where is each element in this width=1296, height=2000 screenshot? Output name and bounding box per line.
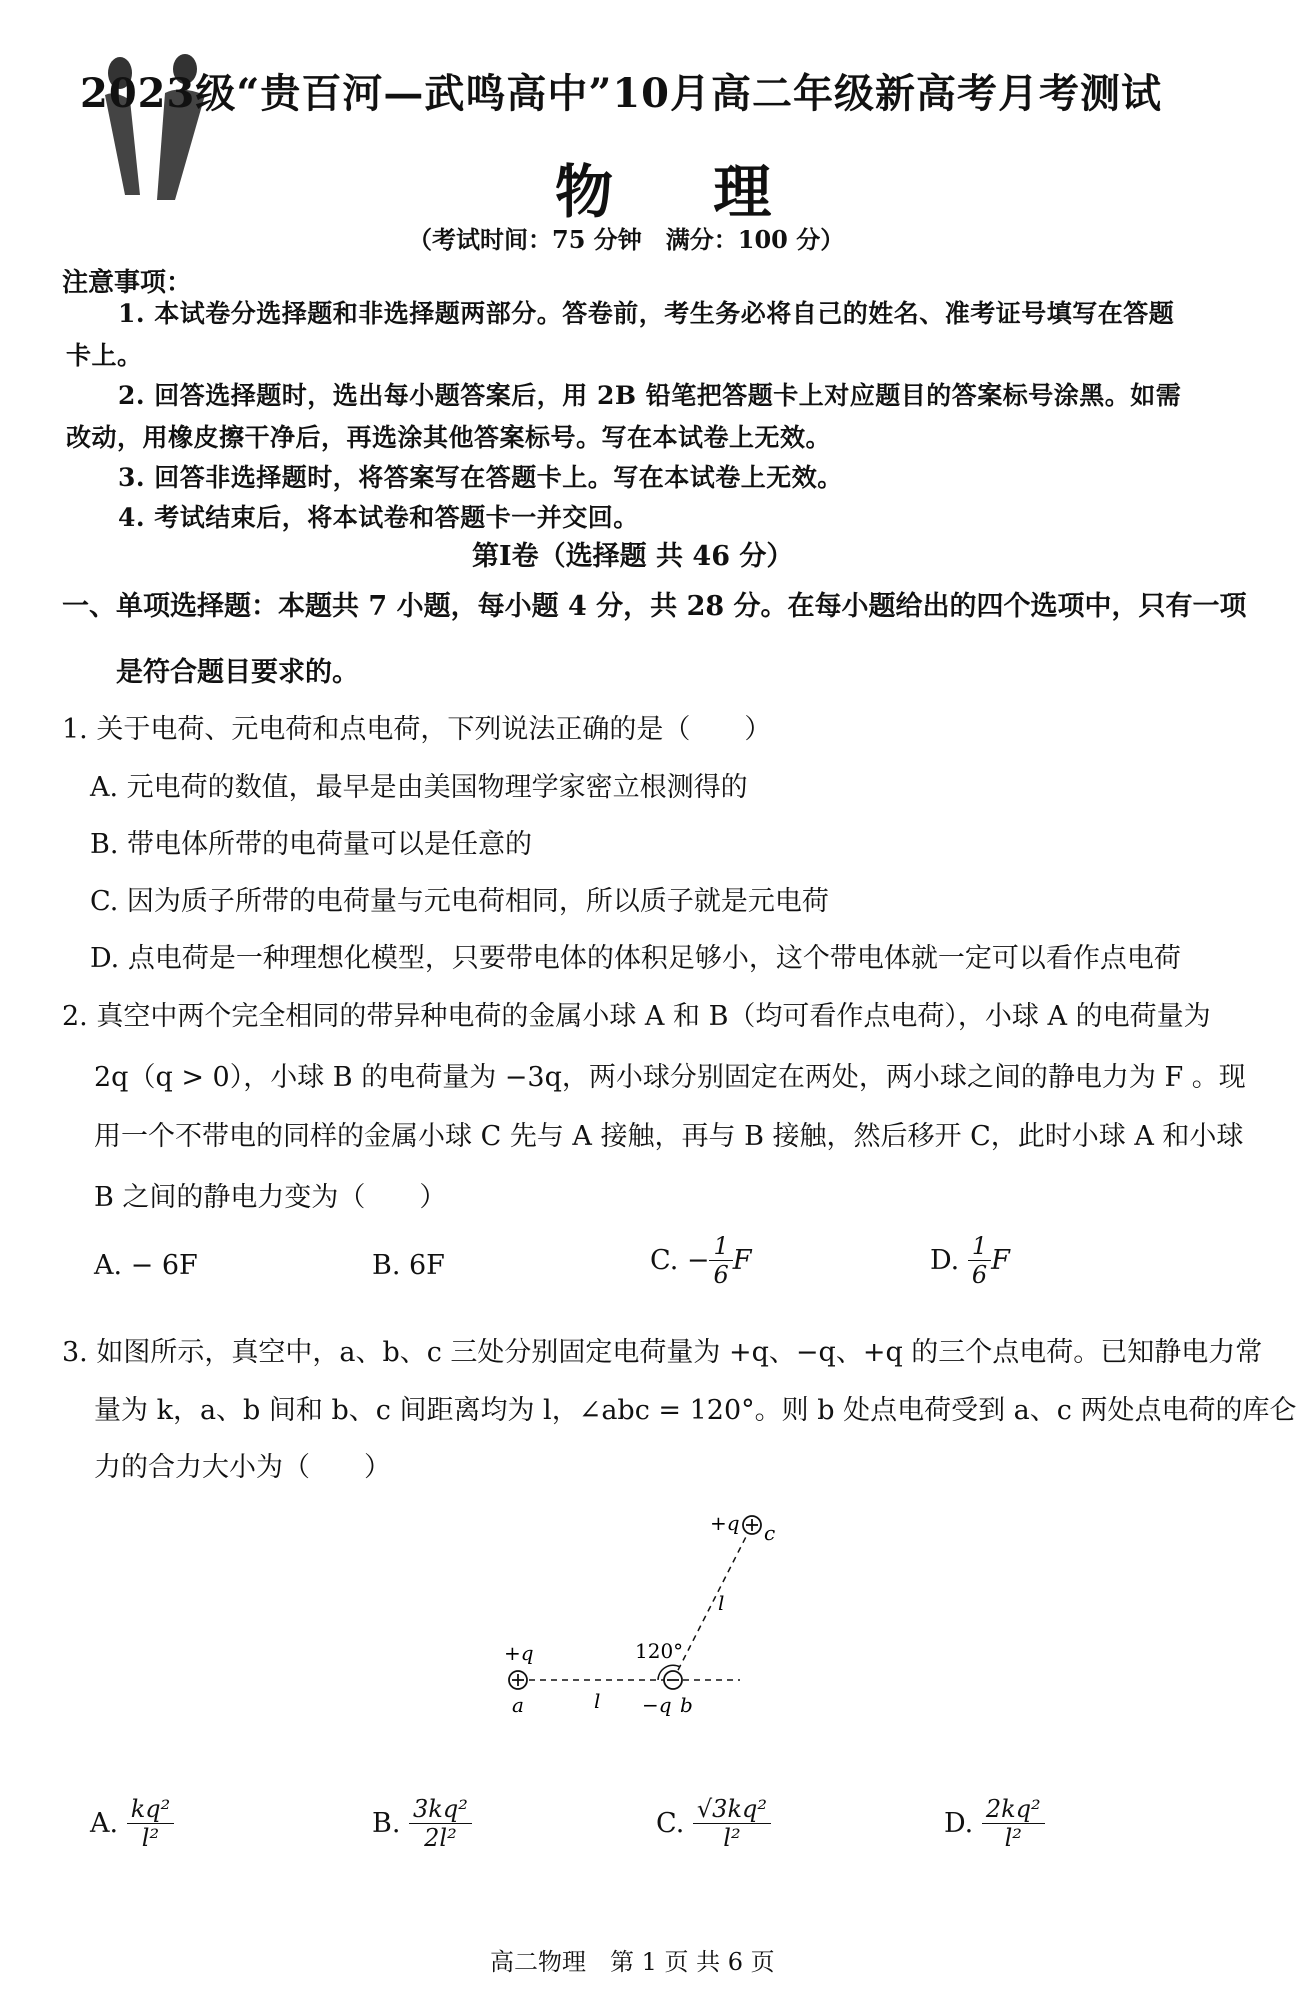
charge-c-value: +q: [710, 1511, 740, 1535]
q2-option-d-label: D.: [930, 1245, 968, 1276]
note-line: 3. 回答非选择题时，将答案写在答题卡上。写在本试卷上无效。: [118, 463, 843, 492]
q2-option-b: B. 6F: [372, 1250, 445, 1281]
q2-option-c-fraction: [709, 1232, 732, 1289]
q1-option-a: A. 元电荷的数值，最早是由美国物理学家密立根测得的: [90, 772, 748, 803]
section-heading: 一、单项选择题：本题共 7 小题，每小题 4 分，共 28 分。在每小题给出的四个选项中，只有一项: [62, 591, 1247, 622]
fraction-numerator: √3kq²: [693, 1795, 771, 1824]
fraction-denominator: l²: [723, 1824, 741, 1852]
question-2-line: 2. 真空中两个完全相同的带异种电荷的金属小球 A 和 B（均可看作点电荷），小球 A 的电荷量为: [62, 1001, 1211, 1032]
subject-title: 物 理: [555, 158, 812, 226]
question-3-line: 量为 k，a、b 间和 b、c 间距离均为 l，∠abc = 120°。则 b 处点电荷受到 a、c 两处点电荷的库仑: [94, 1395, 1296, 1426]
note-line: 2. 回答选择题时，选出每小题答案后，用 2B 铅笔把答题卡上对应题目的答案标号涂黑。如需: [118, 381, 1182, 410]
question-2-line: 2q（q > 0），小球 B 的电荷量为 −3q，两小球分别固定在两处，两小球之间的静电力为 F 。现: [94, 1062, 1246, 1093]
part-heading: 第Ⅰ卷（选择题 共 46 分）: [472, 541, 794, 572]
fraction-denominator: 2l²: [424, 1824, 457, 1852]
fraction-numerator: 2kq²: [982, 1795, 1045, 1824]
question-2-line: B 之间的静电力变为（ ）: [94, 1182, 447, 1213]
q3-option-c: [656, 1795, 771, 1852]
q2-option-c-tail: F: [732, 1245, 752, 1276]
page-footer: 高二物理 第 1 页 共 6 页: [490, 1948, 775, 1976]
fraction-denominator: l²: [1004, 1824, 1022, 1852]
note-line: 改动，用橡皮擦干净后，再选涂其他答案标号。写在本试卷上无效。: [66, 423, 832, 452]
exam-title: 2023级“贵百河—武鸣高中”10月高二年级新高考月考测试: [80, 70, 1163, 117]
q1-option-b: B. 带电体所带的电荷量可以是任意的: [90, 829, 533, 860]
fraction-denominator: l²: [141, 1824, 160, 1852]
q3-option-b-fraction: [409, 1795, 472, 1852]
q2-option-d-tail: F: [991, 1245, 1010, 1276]
exam-meta: （考试时间：75 分钟 满分：100 分）: [408, 225, 845, 254]
q3-option-d-fraction: [982, 1795, 1045, 1852]
fraction-numerator: 3kq²: [409, 1795, 472, 1824]
question-3-line: 3. 如图所示，真空中，a、b、c 三处分别固定电荷量为 +q、−q、+q 的三个点电荷。已知静电力常: [62, 1337, 1263, 1368]
charge-a-value: +q: [504, 1641, 534, 1665]
point-b-label: b: [680, 1693, 693, 1717]
section-heading-cont: 是符合题目要求的。: [116, 657, 359, 688]
fraction-numerator: kq²: [127, 1795, 175, 1824]
question-1-stem: 1. 关于电荷、元电荷和点电荷，下列说法正确的是（ ）: [62, 714, 772, 745]
q2-option-c-label: C. −: [650, 1245, 710, 1276]
point-a-label: a: [512, 1693, 524, 1717]
option-label: D.: [944, 1808, 974, 1839]
length-ab-label: l: [594, 1689, 601, 1713]
note-line: 1. 本试卷分选择题和非选择题两部分。答卷前，考生务必将自己的姓名、准考证号填写在答题: [118, 299, 1175, 328]
question-2-line: 用一个不带电的同样的金属小球 C 先与 A 接触，再与 B 接触，然后移开 C，此时小球 A 和小球: [94, 1121, 1244, 1152]
fraction-denominator: 6: [971, 1261, 988, 1289]
q2-option-c: [650, 1232, 752, 1289]
q2-option-a: A. − 6F: [94, 1250, 198, 1281]
notes-heading: 注意事项：: [62, 268, 193, 298]
q3-charge-diagram: [490, 1500, 776, 1730]
point-c-label: c: [764, 1521, 776, 1545]
angle-label: 120°: [635, 1639, 684, 1663]
fraction-numerator: 1: [709, 1232, 732, 1261]
line-bc: [673, 1525, 752, 1680]
q3-option-c-fraction: [693, 1795, 771, 1852]
q1-option-c: C. 因为质子所带的电荷量与元电荷相同，所以质子就是元电荷: [90, 886, 829, 917]
option-label: B.: [372, 1808, 401, 1839]
q2-option-d: [930, 1232, 1010, 1289]
charge-b-value: −q: [642, 1693, 672, 1717]
q3-option-a: [90, 1795, 174, 1852]
q3-option-b: [372, 1795, 472, 1852]
q2-option-d-fraction: [968, 1232, 991, 1289]
option-label: A.: [90, 1808, 119, 1839]
q1-option-d: D. 点电荷是一种理想化模型，只要带电体的体积足够小，这个带电体就一定可以看作点电荷: [90, 943, 1181, 974]
length-bc-label: l: [718, 1591, 725, 1615]
question-3-line: 力的合力大小为（ ）: [94, 1452, 391, 1483]
fraction-denominator: 6: [713, 1261, 729, 1289]
note-line: 卡上。: [66, 341, 143, 370]
q3-option-d: [944, 1795, 1045, 1852]
q3-option-a-fraction: [127, 1795, 175, 1852]
note-line: 4. 考试结束后，将本试卷和答题卡一并交回。: [118, 503, 639, 532]
fraction-numerator: 1: [968, 1232, 991, 1261]
option-label: C.: [656, 1808, 685, 1839]
